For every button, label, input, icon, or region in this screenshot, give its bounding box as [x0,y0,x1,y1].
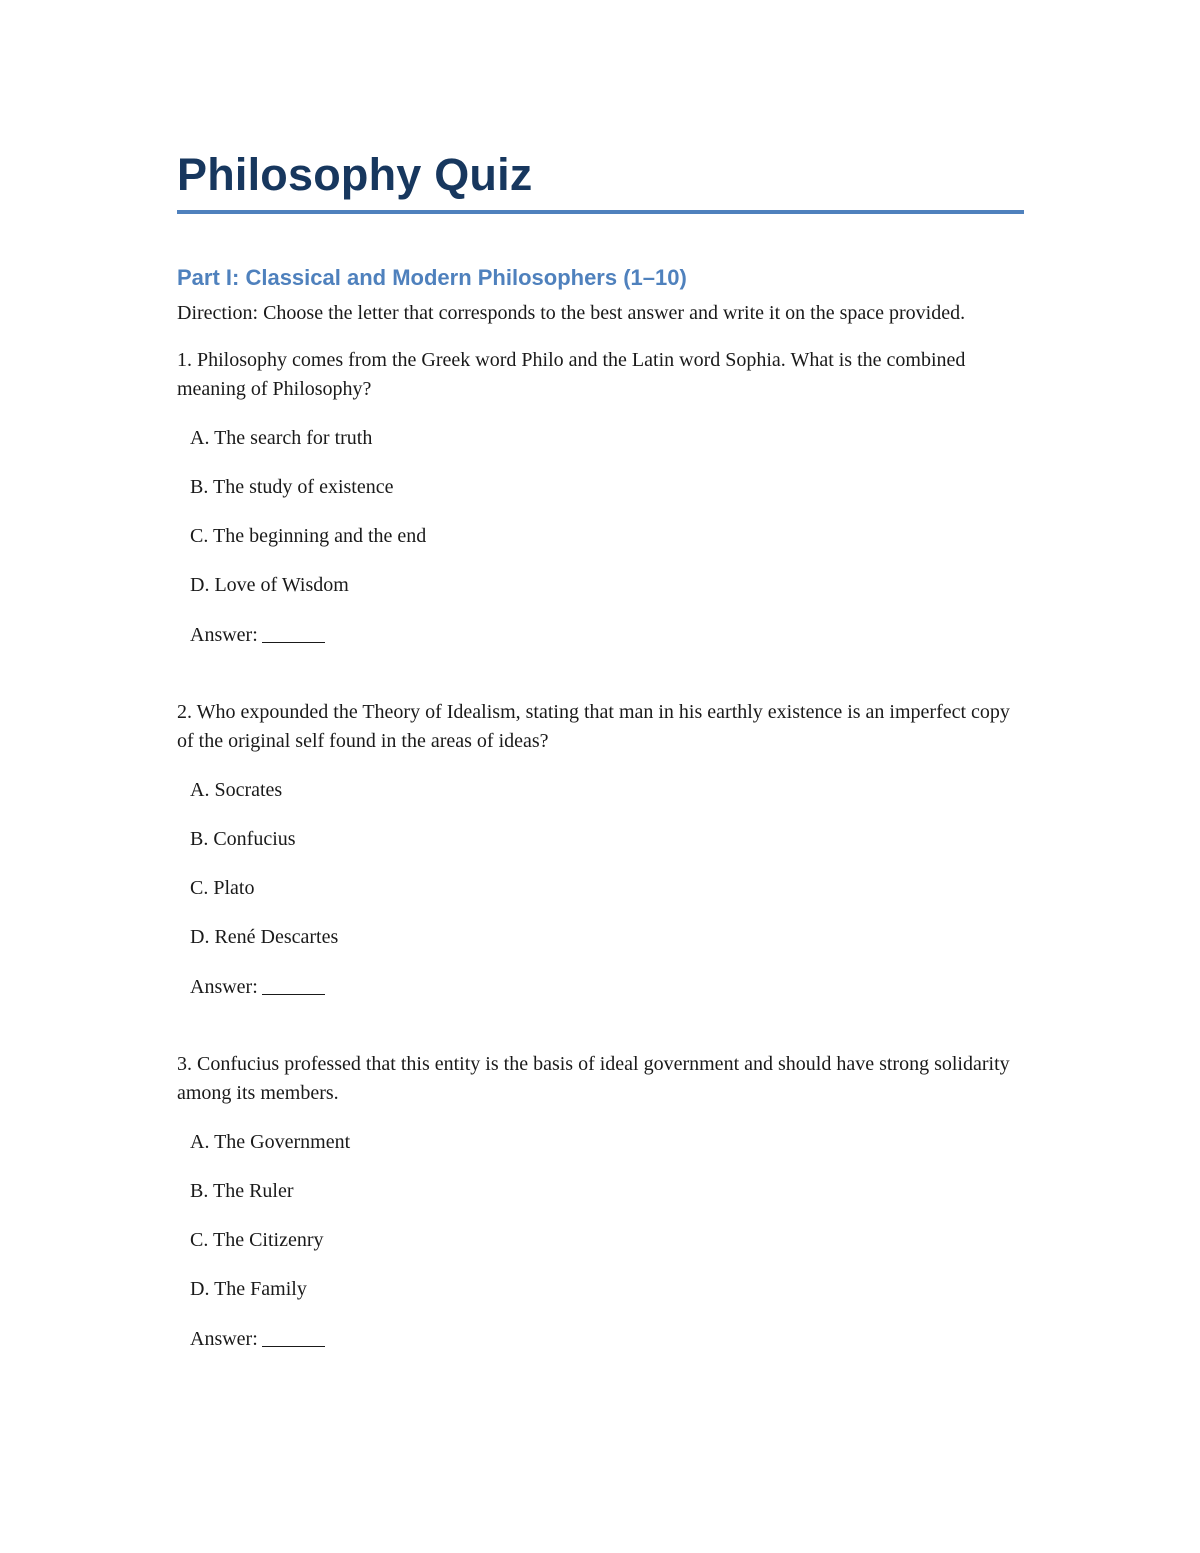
answer-label: Answer: [190,976,258,998]
option-a: A. The Government [190,1131,351,1153]
question-stem: 2. Who expounded the Theory of Idealism, stating that man in his earthly existence is an imperfect copy of the original self found in the areas of ideas? [177,701,1010,752]
question-stem: 1. Philosophy comes from the Greek word Philo and the Latin word Sophia. What is the combined meaning of Philosophy? [177,349,966,400]
option-list [177,1128,1024,1304]
option-b: B. The Ruler [190,1180,294,1202]
option-a: A. The search for truth [190,427,373,449]
answer-line [177,1324,1024,1354]
option-c: C. The beginning and the end [190,525,427,547]
question-2 [177,698,1024,1002]
answer-line [177,620,1024,650]
direction-text: Direction: Choose the letter that corresponds to the best answer and write it on the space provided. [177,302,966,324]
option-d: D. The Family [190,1278,307,1300]
option-c: C. The Citizenry [190,1229,324,1251]
document-title: Philosophy Quiz [177,149,533,200]
answer-blank[interactable] [262,974,325,995]
question-1 [177,346,1024,650]
document-page [177,148,1024,1354]
option-b: B. Confucius [190,828,296,850]
option-d: D. René Descartes [190,926,339,948]
option-b: B. The study of existence [190,476,394,498]
answer-line [177,972,1024,1002]
option-c: C. Plato [190,877,255,899]
question-stem: 3. Confucius professed that this entity is the basis of ideal government and should have strong solidarity among its members. [177,1053,1010,1104]
title-underline-rule [177,210,1024,214]
answer-blank[interactable] [262,622,325,643]
answer-label: Answer: [190,1328,258,1350]
answer-label: Answer: [190,624,258,646]
option-list [177,424,1024,600]
option-list [177,776,1024,952]
option-d: D. Love of Wisdom [190,574,349,596]
answer-blank[interactable] [262,1326,325,1347]
question-3 [177,1050,1024,1354]
part-heading: Part I: Classical and Modern Philosophers (1–10) [177,265,687,290]
option-a: A. Socrates [190,779,283,801]
